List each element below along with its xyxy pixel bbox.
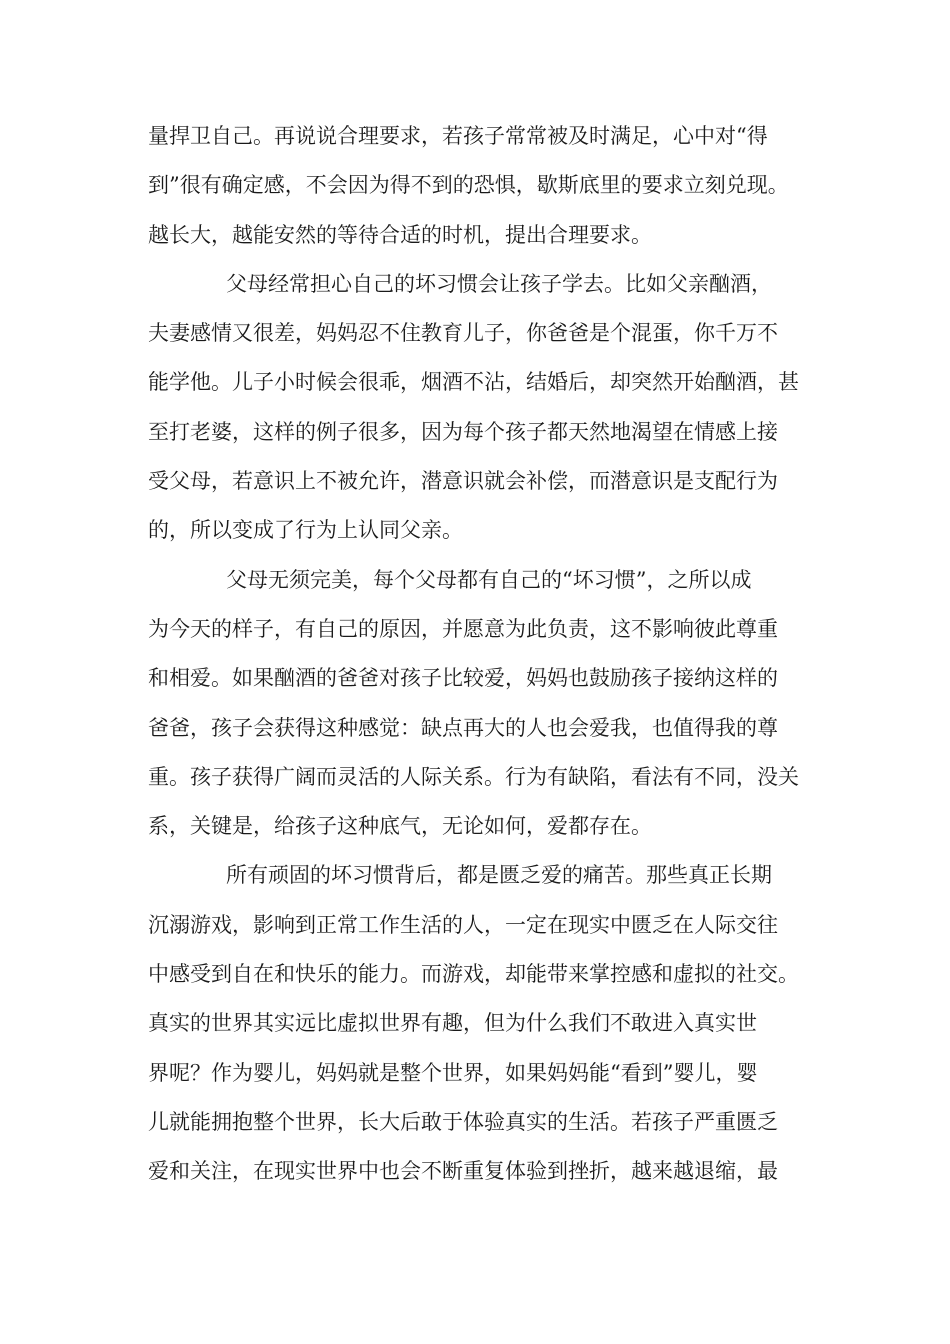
text-line: 和相爱。如果酗酒的爸爸对孩子比较爱，妈妈也鼓励孩子接纳这样的 — [148, 666, 778, 691]
text-line: 界呢？作为婴儿，妈妈就是整个世界，如果妈妈能“看到”婴儿，婴 — [148, 1060, 758, 1085]
text-line: 爸爸，孩子会获得这种感觉：缺点再大的人也会爱我，也值得我的尊 — [148, 715, 778, 740]
text-line: 儿就能拥抱整个世界，长大后敢于体验真实的生活。若孩子严重匮乏 — [148, 1109, 778, 1134]
text-line: 沉溺游戏，影响到正常工作生活的人，一定在现实中匮乏在人际交往 — [148, 912, 778, 937]
text-line: 到”很有确定感，不会因为得不到的恐惧，歇斯底里的要求立刻兑现。 — [148, 173, 789, 198]
text-line: 能学他。儿子小时候会很乖，烟酒不沾，结婚后，却突然开始酗酒，甚 — [148, 370, 799, 395]
paragraph-first-line: 所有顽固的坏习惯背后，都是匮乏爱的痛苦。那些真正长期 — [226, 863, 772, 888]
text-line: 中感受到自在和快乐的能力。而游戏，却能带来掌控感和虚拟的社交。 — [148, 962, 799, 987]
paragraph-first-line: 父母经常担心自己的坏习惯会让孩子学去。比如父亲酗酒， — [226, 271, 772, 296]
text-line: 的，所以变成了行为上认同父亲。 — [148, 518, 463, 543]
text-line: 重。孩子获得广阔而灵活的人际关系。行为有缺陷，看法有不同，没关 — [148, 764, 799, 789]
text-line: 受父母，若意识上不被允许，潜意识就会补偿，而潜意识是支配行为 — [148, 469, 778, 494]
text-line: 真实的世界其实远比虚拟世界有趣，但为什么我们不敢进入真实世 — [148, 1011, 757, 1036]
body-text — [148, 112, 828, 1197]
text-line: 至打老婆，这样的例子很多，因为每个孩子都天然地渴望在情感上接 — [148, 419, 778, 444]
text-line: 为今天的样子，有自己的原因，并愿意为此负责，这不影响彼此尊重 — [148, 616, 778, 641]
text-line: 夫妻感情又很差，妈妈忍不住教育儿子，你爸爸是个混蛋，你千万不 — [148, 321, 778, 346]
text-line: 爱和关注，在现实世界中也会不断重复体验到挫折，越来越退缩，最 — [148, 1159, 778, 1184]
text-line: 量捍卫自己。再说说合理要求，若孩子常常被及时满足，心中对“得 — [148, 124, 768, 148]
paragraph-first-line: 父母无须完美，每个父母都有自己的“坏习惯”，之所以成 — [226, 567, 752, 592]
text-line: 系，关键是，给孩子这种底气，无论如何，爱都存在。 — [148, 814, 652, 839]
text-line: 越长大，越能安然的等待合适的时机，提出合理要求。 — [148, 222, 652, 247]
